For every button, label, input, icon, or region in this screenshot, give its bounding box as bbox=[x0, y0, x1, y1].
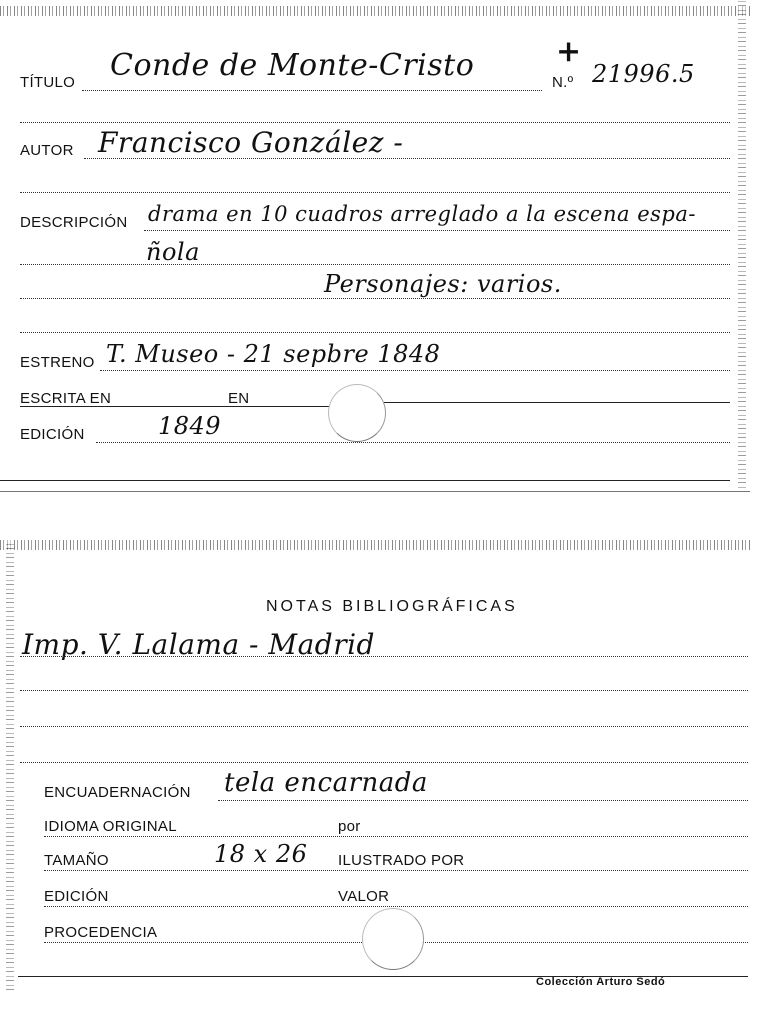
descripcion-rule bbox=[144, 230, 730, 231]
notes-rule-2 bbox=[20, 690, 748, 691]
idioma-rule bbox=[44, 836, 748, 837]
edicion-rule-back bbox=[44, 906, 748, 907]
blank-rule bbox=[20, 122, 730, 123]
titulo-label: TÍTULO bbox=[20, 74, 76, 91]
procedencia-label: PROCEDENCIA bbox=[44, 924, 158, 941]
punch-hole bbox=[328, 384, 386, 442]
autor-value: Francisco González - bbox=[98, 126, 404, 159]
notes-rule-1 bbox=[20, 656, 748, 657]
estreno-value: T. Museo - 21 sepbre 1848 bbox=[106, 340, 441, 368]
card-left-edge bbox=[6, 540, 14, 990]
card-shadow-edge bbox=[0, 491, 750, 492]
edicion-rule bbox=[96, 442, 730, 443]
en-rule bbox=[384, 402, 730, 403]
edicion-value: 1849 bbox=[158, 412, 222, 440]
edicion-label: EDICIÓN bbox=[20, 426, 85, 443]
descripcion-line1: drama en 10 cuadros arreglado a la escena espa- bbox=[148, 202, 696, 226]
encuadernacion-label: ENCUADERNACIÓN bbox=[44, 784, 191, 801]
edicion-label-back: EDICIÓN bbox=[44, 888, 109, 905]
ilustrado-label: ILUSTRADO POR bbox=[338, 852, 465, 869]
card-top-edge bbox=[0, 6, 750, 16]
imprenta-value: Imp. V. Lalama - Madrid bbox=[22, 628, 375, 661]
card-top-edge bbox=[0, 540, 750, 550]
encuadernacion-value: tela encarnada bbox=[224, 768, 428, 798]
descripcion-line2: ñola bbox=[146, 238, 200, 266]
descripcion-rule-3 bbox=[20, 298, 730, 299]
estreno-rule bbox=[100, 370, 730, 371]
descripcion-rule-2 bbox=[20, 264, 730, 265]
numero-value: 21996.5 bbox=[592, 60, 695, 88]
estreno-label: ESTRENO bbox=[20, 354, 95, 371]
tamano-label: TAMAÑO bbox=[44, 852, 109, 869]
blank-rule bbox=[20, 192, 730, 193]
en-label: EN bbox=[228, 390, 250, 407]
card-right-edge bbox=[738, 0, 746, 492]
notes-rule-3 bbox=[20, 726, 748, 727]
tamano-value: 18 x 26 bbox=[214, 840, 308, 868]
blank-rule bbox=[20, 332, 730, 333]
numero-label: N.º bbox=[552, 74, 574, 91]
escrita-rule bbox=[20, 406, 330, 407]
punch-hole bbox=[362, 908, 424, 970]
catalog-card-front bbox=[0, 0, 750, 492]
descripcion-label: DESCRIPCIÓN bbox=[20, 214, 128, 231]
valor-label: VALOR bbox=[338, 888, 390, 905]
notes-rule-4 bbox=[20, 762, 748, 763]
por-label: por bbox=[338, 818, 361, 835]
cross-mark: + bbox=[556, 34, 582, 69]
escrita-label: ESCRITA EN bbox=[20, 390, 112, 407]
catalog-card-back bbox=[0, 540, 750, 990]
encuadernacion-rule bbox=[218, 800, 748, 801]
notas-heading: NOTAS BIBLIOGRÁFICAS bbox=[266, 598, 518, 615]
titulo-rule bbox=[82, 90, 542, 91]
tamano-rule bbox=[44, 870, 748, 871]
personajes-value: Personajes: varios. bbox=[324, 270, 562, 298]
collection-credit: Colección Arturo Sedó bbox=[536, 976, 666, 988]
autor-label: AUTOR bbox=[20, 142, 74, 159]
titulo-value: Conde de Monte-Cristo bbox=[110, 48, 475, 83]
card-bottom-edge bbox=[0, 480, 730, 481]
idioma-label: IDIOMA ORIGINAL bbox=[44, 818, 177, 835]
